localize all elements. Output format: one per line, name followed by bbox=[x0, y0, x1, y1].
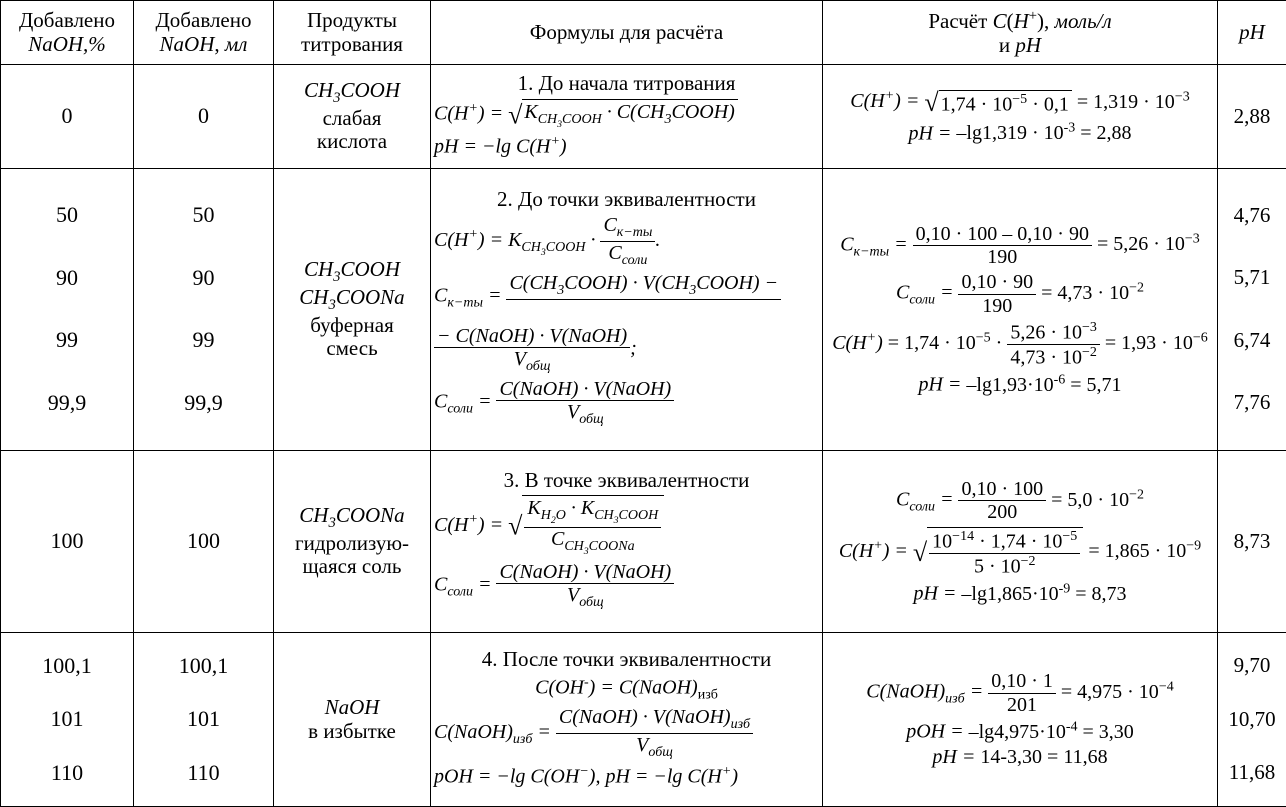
cell-calculation: C(H+) = √ $1,74 \cdot 10^{-5} \cdot 0,1 = 1,319 \cdot 10^{-3}$ pH = $-\lg 1,319 \cdot 10^{-3} = 2,88$ bbox=[823, 65, 1218, 169]
cell-ml: 0 bbox=[134, 65, 274, 169]
cell-products: NaOH в избытке bbox=[274, 633, 431, 807]
cell-ph: 9,70 10,70 11,68 bbox=[1218, 633, 1286, 807]
cell-ph: 2,88 bbox=[1218, 65, 1286, 169]
table-row bbox=[1, 633, 1286, 807]
cell-formulas: 1. До начала титрования C(H+) = √ $K_{CH_3COOH}$ · $C(CH_3COOH)$ pH = −lg C(H+) bbox=[431, 65, 823, 169]
header-formulas: Формулы для расчёта bbox=[431, 1, 823, 65]
table-row bbox=[1, 169, 1286, 451]
header-added-percent: Добавлено NaOH,% bbox=[1, 1, 134, 65]
cell-ml: 100 bbox=[134, 451, 274, 633]
cell-products: $CH_3COONa$ гидролизую- щаяся соль bbox=[274, 451, 431, 633]
cell-calculation: $C_{соли}$ = $\frac{0,10 \cdot 100}{200}$ = $5,0 \cdot 10^{-2}$ C(H+) = √ $\frac{10^{-14} \cdot 1,74 \cdot 10^{-5}}{5 \cdot 10^{-2}}$ = $1,865 \cdot 10^{-9}$ pH = $-\lg 1,865\cdot 10^{-9} = 8,73$ bbox=[823, 451, 1218, 633]
header-products: Продукты титрования bbox=[274, 1, 431, 65]
cell-ml: 50 90 99 99,9 bbox=[134, 169, 274, 451]
table-row bbox=[1, 451, 1286, 633]
cell-percent: 100 bbox=[1, 451, 134, 633]
cell-percent: 50 90 99 99,9 bbox=[1, 169, 134, 451]
cell-calculation: $C_{к-ты}$ = $\frac{0,10 \cdot 100 - 0,10 \cdot 90}{190}$ = $5,26 \cdot 10^{-3}$ $C_{соли}$ = $\frac{0,10 \cdot 90}{190}$ = $4,73 \cdot 10^{-2}$ $C(H^+) = 1,74 \cdot 10^{-5}$ · $\frac{5,26 \cdot 10^{-3}}{4,73 \cdot 10^{-2}}$ = $1,93 \cdot 10^{-6}$ pH = $-\lg 1,93\cdot 10^{-6} = 5,71$ bbox=[823, 169, 1218, 451]
cell-percent: 0 bbox=[1, 65, 134, 169]
header-ph: pH bbox=[1218, 1, 1286, 65]
header-calculation: Расчёт C(H+), моль/л и pH bbox=[823, 1, 1218, 65]
cell-formulas: 3. В точке эквивалентности C(H+) = √ $\frac{K_{H_2O} \cdot K_{CH_3COOH}}{C_{CH_3COONa}}$ $C_{соли}$ = $\frac{\text{C(NaOH) · V(NaOH)}}{V_{общ}}$ bbox=[431, 451, 823, 633]
cell-products: $CH_3COOH$ $CH_3COONa$ буферная смесь bbox=[274, 169, 431, 451]
cell-ph: 4,76 5,71 6,74 7,76 bbox=[1218, 169, 1286, 451]
cell-ml: 100,1 101 110 bbox=[134, 633, 274, 807]
header-row bbox=[1, 1, 1286, 65]
cell-ph: 8,73 bbox=[1218, 451, 1286, 633]
cell-formulas: 2. До точки эквивалентности $C(H^+) = K_{CH_3COOH}$ · $\frac{C_{к-ты}}{C_{соли}}$ . $C_{к-ты}$ = $C(CH_3COOH)$ · $V(CH_3COOH)$ − $\frac{\text{− C(NaOH) · V(NaOH)}}{V_{общ}}$ ; $C_{соли}$ = $\frac{\text{C(NaOH) · V(NaOH)}}{V_{общ}}$ bbox=[431, 169, 823, 451]
cell-products: $CH_3COOH$ слабая кислота bbox=[274, 65, 431, 169]
cell-formulas: 4. После точки эквивалентности $C(OH^-) = C(NaOH)_{изб}$ $C(NaOH)_{изб}$ = $\frac{C(NaOH) \cdot V(NaOH)_{изб}}{V_{общ}}$ pOH = −lg C(OH−), pH = −lg C(H+) bbox=[431, 633, 823, 807]
table-row bbox=[1, 65, 1286, 169]
header-added-ml: Добавлено NaOH, мл bbox=[134, 1, 274, 65]
cell-percent: 100,1 101 110 bbox=[1, 633, 134, 807]
cell-calculation: $C(NaOH)_{изб}$ = $\frac{0,10 \cdot 1}{201}$ = $4,975 \cdot 10^{-4}$ pOH = $-\lg 4,975\cdot 10^{-4} = 3,30$ pH = 14-3,30 = 11,68 bbox=[823, 633, 1218, 807]
